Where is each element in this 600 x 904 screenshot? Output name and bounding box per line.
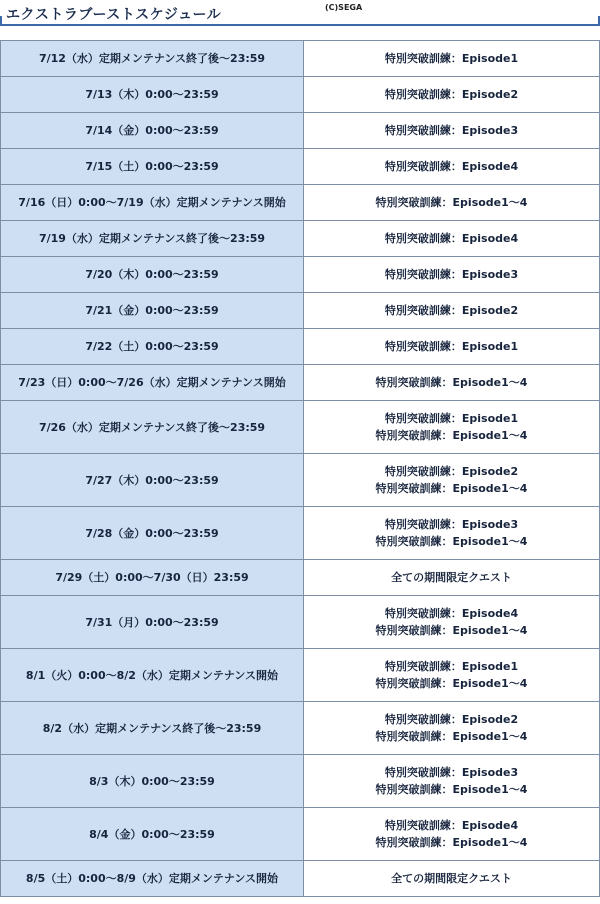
schedule-row [1,365,600,401]
schedule-content-line: 特別突破訓練：Episode1～4 [375,677,528,690]
schedule-content-cell [304,221,600,257]
schedule-row [1,507,600,560]
schedule-content-line: 特別突破訓練：Episode1～4 [375,482,528,495]
schedule-content-line: 特別突破訓練：Episode1 [384,412,519,425]
schedule-content-cell [304,401,600,454]
schedule-content-line: 特別突破訓練：Episode2 [384,713,519,726]
schedule-content-line: 全ての期間限定クエスト [391,571,512,584]
schedule-row [1,221,600,257]
schedule-content-cell [304,149,600,185]
schedule-content-line: 特別突破訓練：Episode1～4 [375,535,528,548]
schedule-content-line: 特別突破訓練：Episode1～4 [375,196,528,209]
schedule-content-cell [304,649,600,702]
schedule-row [1,560,600,596]
schedule-date-cell: 8/2（水）定期メンテナンス終了後～23:59 [1,702,304,755]
schedule-row [1,596,600,649]
schedule-row [1,113,600,149]
schedule-content-line: 特別突破訓練：Episode4 [384,819,519,832]
schedule-content-line: 特別突破訓練：Episode3 [384,124,519,137]
schedule-row [1,702,600,755]
schedule-content-cell [304,702,600,755]
schedule-row [1,329,600,365]
schedule-row [1,257,600,293]
schedule-content-line: 特別突破訓練：Episode1～4 [375,783,528,796]
schedule-content-cell [304,596,600,649]
schedule-date-cell: 7/23（日）0:00～7/26（水）定期メンテナンス開始 [1,365,304,401]
schedule-row [1,755,600,808]
schedule-content-line: 特別突破訓練：Episode1～4 [375,376,528,389]
schedule-row [1,185,600,221]
schedule-content-line: 特別突破訓練：Episode1～4 [375,429,528,442]
schedule-date-cell: 7/22（土）0:00～23:59 [1,329,304,365]
schedule-date-cell: 8/1（火）0:00～8/2（水）定期メンテナンス開始 [1,649,304,702]
copyright-notice: (C)SEGA [325,3,363,12]
schedule-row [1,401,600,454]
schedule-date-cell: 7/29（土）0:00～7/30（日）23:59 [1,560,304,596]
schedule-date-cell: 7/21（金）0:00～23:59 [1,293,304,329]
schedule-content-line: 特別突破訓練：Episode4 [384,160,519,173]
schedule-content-cell [304,77,600,113]
schedule-date-cell: 7/14（金）0:00～23:59 [1,113,304,149]
schedule-date-cell: 7/31（月）0:00～23:59 [1,596,304,649]
schedule-date-cell: 7/19（水）定期メンテナンス終了後～23:59 [1,221,304,257]
page-title: エクストラブーストスケジュール [6,7,222,23]
schedule-content-cell [304,257,600,293]
schedule-row [1,808,600,861]
schedule-content-cell [304,560,600,596]
schedule-row [1,649,600,702]
schedule-row [1,861,600,897]
schedule-row [1,77,600,113]
schedule-row [1,454,600,507]
schedule-content-cell [304,507,600,560]
schedule-content-line: 特別突破訓練：Episode1 [384,52,519,65]
schedule-table [0,40,600,897]
header-left-accent [0,16,2,26]
schedule-content-cell [304,41,600,77]
schedule-row [1,293,600,329]
schedule-content-line: 特別突破訓練：Episode1 [384,660,519,673]
schedule-content-cell [304,808,600,861]
schedule-row [1,41,600,77]
schedule-content-line: 特別突破訓練：Episode2 [384,304,519,317]
schedule-table-body [1,41,600,897]
schedule-date-cell: 7/28（金）0:00～23:59 [1,507,304,560]
schedule-date-cell: 7/15（土）0:00～23:59 [1,149,304,185]
schedule-content-cell [304,454,600,507]
schedule-content-line: 特別突破訓練：Episode3 [384,268,519,281]
schedule-content-line: 特別突破訓練：Episode4 [384,232,519,245]
schedule-content-cell [304,755,600,808]
schedule-content-line: 特別突破訓練：Episode1～4 [375,836,528,849]
schedule-content-line: 特別突破訓練：Episode3 [384,766,519,779]
schedule-content-cell [304,185,600,221]
schedule-content-cell [304,329,600,365]
schedule-date-cell: 8/4（金）0:00～23:59 [1,808,304,861]
schedule-date-cell: 8/3（木）0:00～23:59 [1,755,304,808]
schedule-date-cell: 8/5（土）0:00～8/9（水）定期メンテナンス開始 [1,861,304,897]
page-header [0,0,600,26]
schedule-content-line: 特別突破訓練：Episode3 [384,518,519,531]
schedule-content-line: 特別突破訓練：Episode1～4 [375,624,528,637]
schedule-content-cell [304,113,600,149]
schedule-content-line: 特別突破訓練：Episode1 [384,340,519,353]
schedule-content-cell [304,861,600,897]
schedule-table-container [0,40,600,897]
schedule-date-cell: 7/12（水）定期メンテナンス終了後～23:59 [1,41,304,77]
schedule-content-cell [304,293,600,329]
schedule-content-line: 特別突破訓練：Episode4 [384,607,519,620]
schedule-date-cell: 7/13（木）0:00～23:59 [1,77,304,113]
schedule-content-line: 特別突破訓練：Episode2 [384,88,519,101]
schedule-date-cell: 7/26（水）定期メンテナンス終了後～23:59 [1,401,304,454]
schedule-date-cell: 7/27（木）0:00～23:59 [1,454,304,507]
schedule-content-line: 特別突破訓練：Episode2 [384,465,519,478]
schedule-date-cell: 7/20（木）0:00～23:59 [1,257,304,293]
schedule-content-line: 特別突破訓練：Episode1～4 [375,730,528,743]
schedule-content-cell [304,365,600,401]
schedule-content-line: 全ての期間限定クエスト [391,872,512,885]
schedule-date-cell: 7/16（日）0:00～7/19（水）定期メンテナンス開始 [1,185,304,221]
schedule-row [1,149,600,185]
